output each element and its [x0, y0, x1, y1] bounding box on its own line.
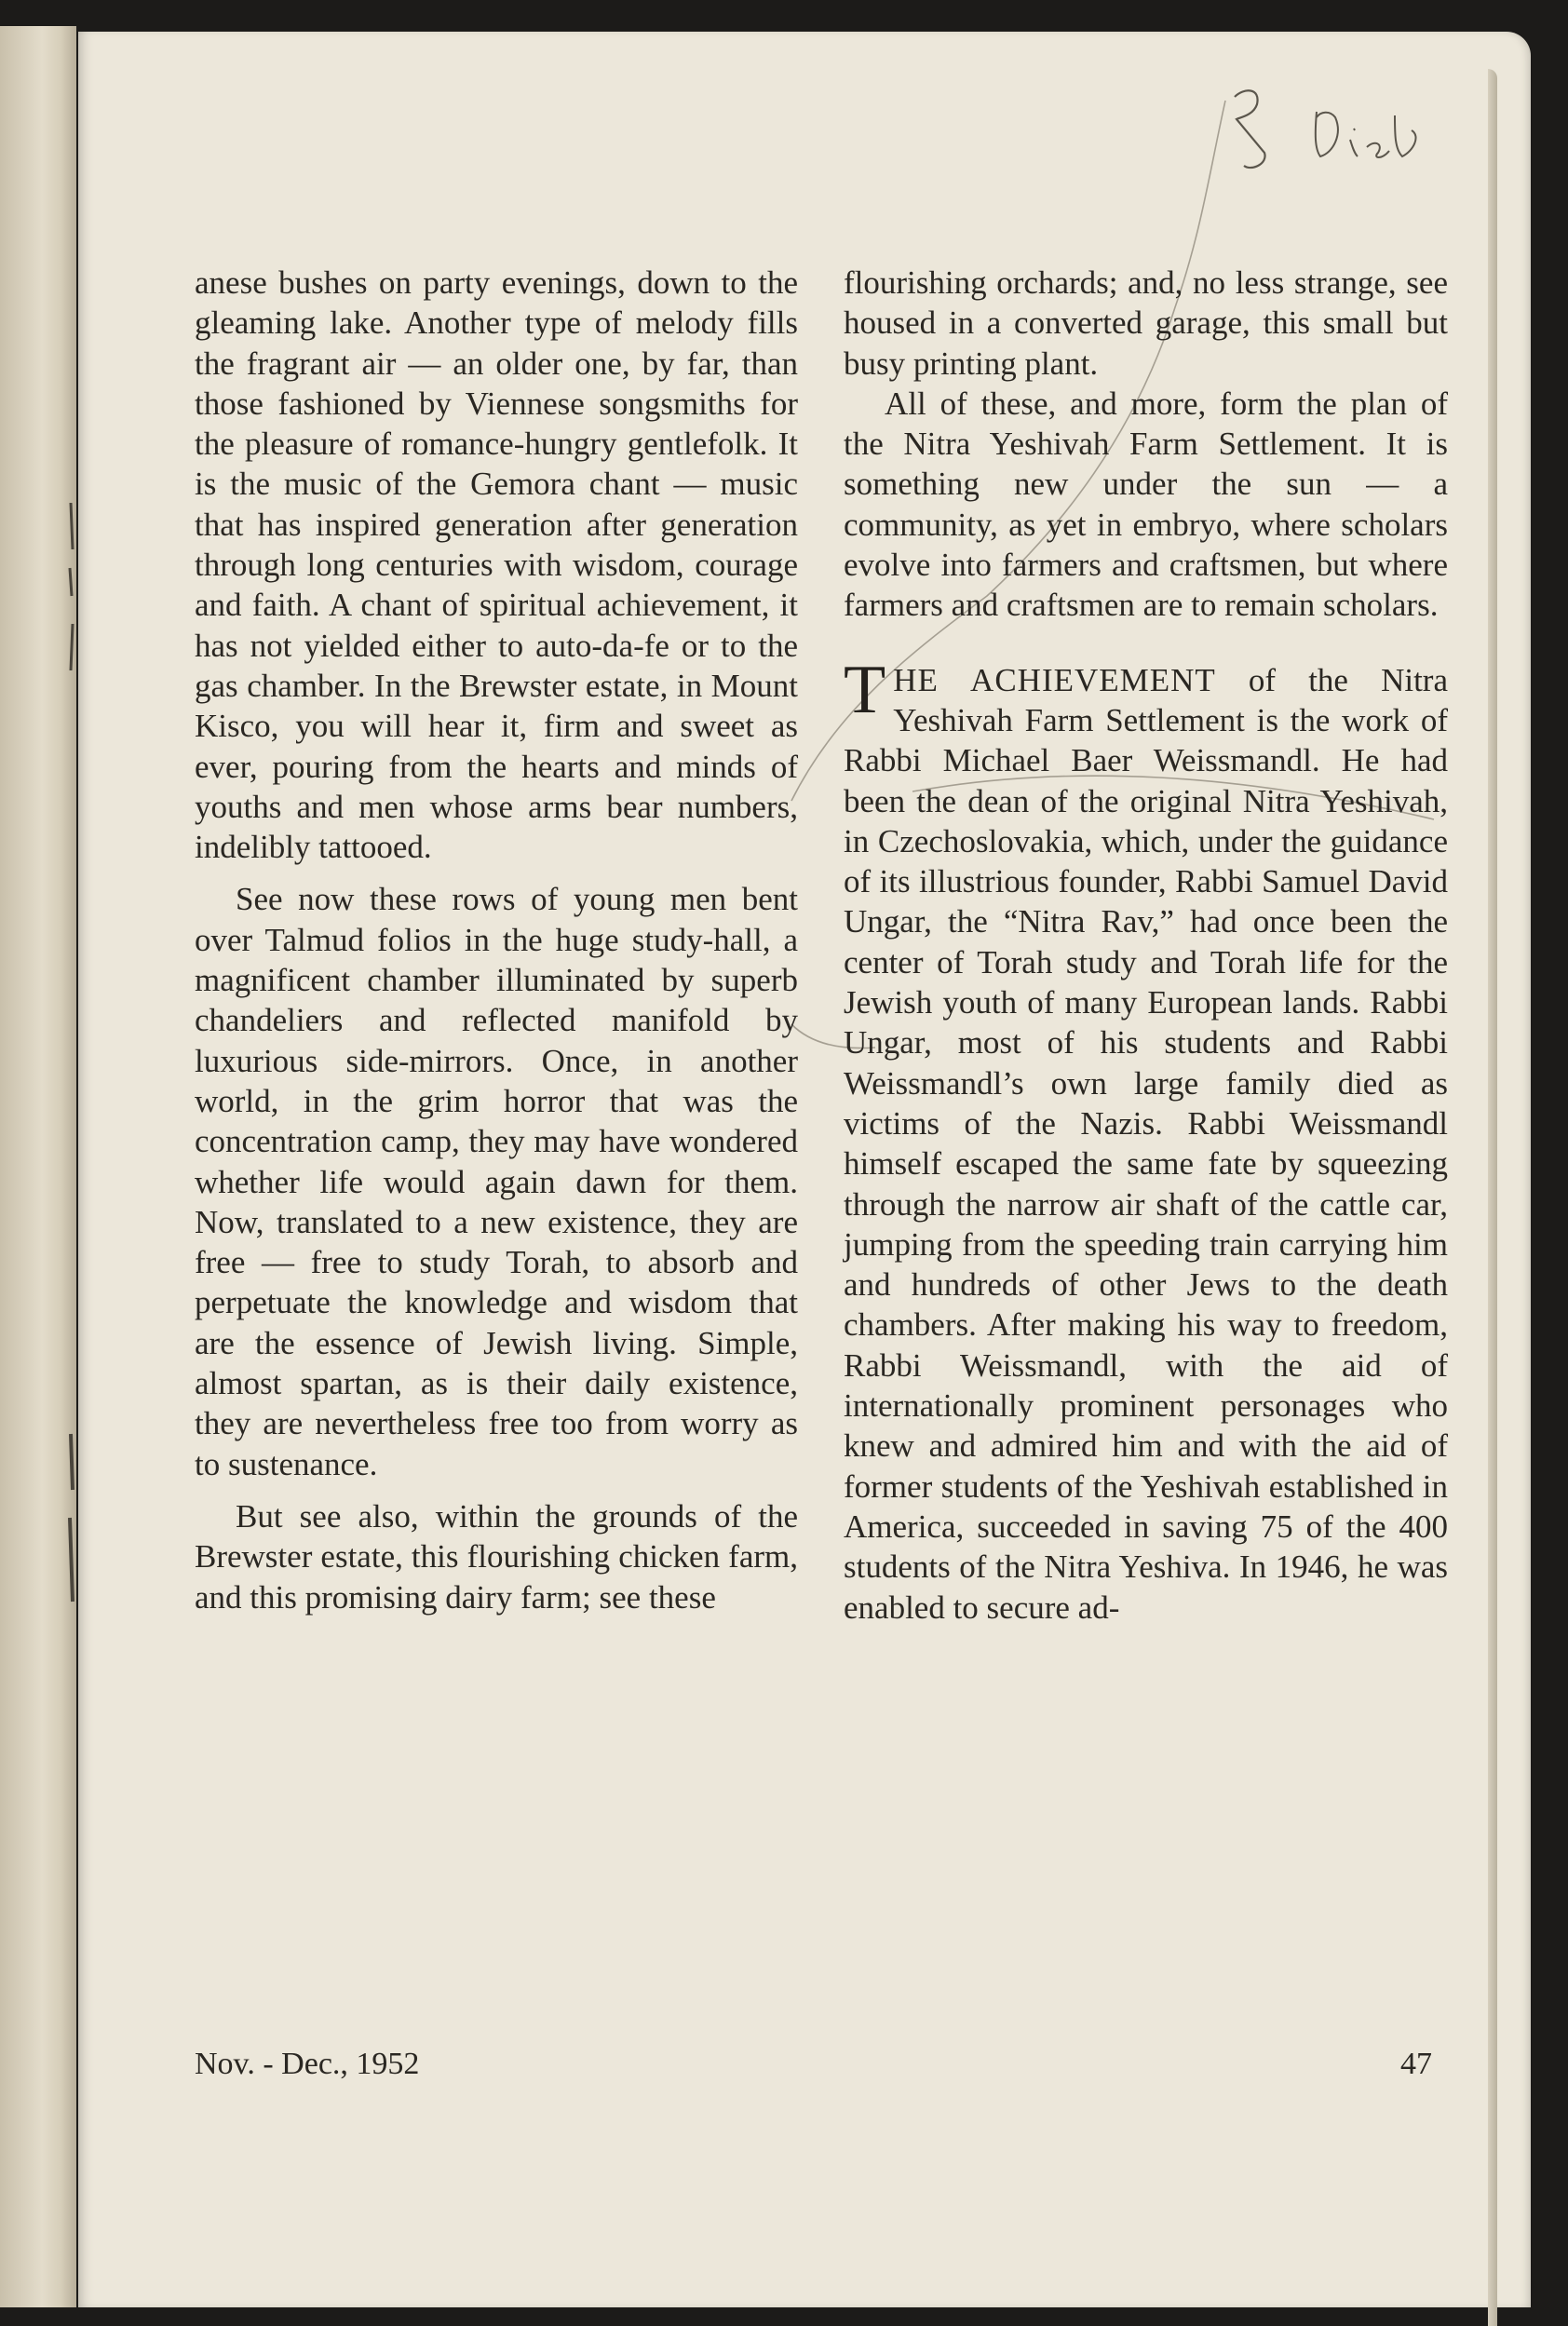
lead-in-caps: HE ACHIEVEMENT	[893, 661, 1216, 698]
issue-date: Nov. - Dec., 1952	[195, 2047, 420, 2081]
page-number: 47	[1400, 2047, 1432, 2081]
section-paragraph	[844, 651, 1448, 1628]
article-paragraph: flourishing orchards; and, no less strange, see housed in a converted garage, this small but busy printing plant.	[844, 264, 1448, 382]
article-paragraph: See now these rows of young men bent over Talmud folios in the huge study-hall, a magnificent chamber illuminated by superb chandeliers and reflected manifold by luxurious side-mirrors. Once, in another world, in the grim horror that was the concentration camp, they may have wondered whether life would again dawn for them. Now, translated to a new existence, they are free — free to study Torah, to absorb and perpetuate the knowledge and wisdom that are the essence of Jewish living. Simple, almost spartan, as is their daily existence, they are nevertheless free too from worry as to sustenance.	[195, 881, 798, 1482]
left-text-column	[195, 263, 798, 1617]
section-text: of the Nitra Yeshivah Farm Settlement is the work of Rabbi Michael Baer Weissmandl. He had been the dean of the original Nitra Yeshivah, in Czechoslovakia, which, under the guidance of its illustrious founder, Rabbi Samuel David Ungar, the “Nitra Rav,” had once been the center of Torah study and Torah life for the Jewish youth of many European lands. Rabbi Ungar, most of his students and Rabbi Weissmandl’s own large family died as victims of the Nazis. Rabbi Weissmandl himself escaped the same fate by squeezing through the narrow air shaft of the cattle car, jumping from the speeding train carrying him and hundreds of other Jews to the death chambers. After making his way to freedom, Rabbi Weissmandl, with the aid of internationally prominent personages who knew and admired him and with the aid of former students of the Yeshivah established in America, succeeded in saving 75 of the 400 students of the Nitra Yeshiva. In 1946, he was enabled to secure ad-	[844, 661, 1448, 1626]
page-edge	[1488, 69, 1497, 2326]
handwritten-annotation	[1151, 60, 1458, 199]
article-paragraph: All of these, and more, form the plan of the Nitra Yeshivah Farm Settlement. It is something new under the sun — a community, as yet in embryo, where scholars evolve into farmers and craftsmen, but where farmers and craftsmen are to remain scholars.	[844, 385, 1448, 624]
article-paragraph: anese bushes on party evenings, down to the gleaming lake. Another type of melody fills the fragrant air — an older one, by far, than those fashioned by Viennese songsmiths for the pleasure of romance-hungry gentlefolk. It is the music of the Gemora chant — music that has inspired generation after generation through long centuries with wisdom, courage and faith. A chant of spiritual achievement, it has not yielded either to auto-da-fe or to the gas chamber. In the Brewster estate, in Mount Kisco, you will hear it, firm and sweet as ever, pouring from the hearts and minds of youths and men whose arms bear numbers, indelibly tattooed.	[195, 264, 798, 866]
right-text-column	[844, 263, 1448, 1628]
article-paragraph: But see also, within the grounds of the Brewster estate, this flourishing chicken farm, and this promising dairy farm; see these	[195, 1497, 798, 1616]
binding-marks	[61, 484, 80, 1881]
drop-cap: T	[844, 651, 886, 728]
